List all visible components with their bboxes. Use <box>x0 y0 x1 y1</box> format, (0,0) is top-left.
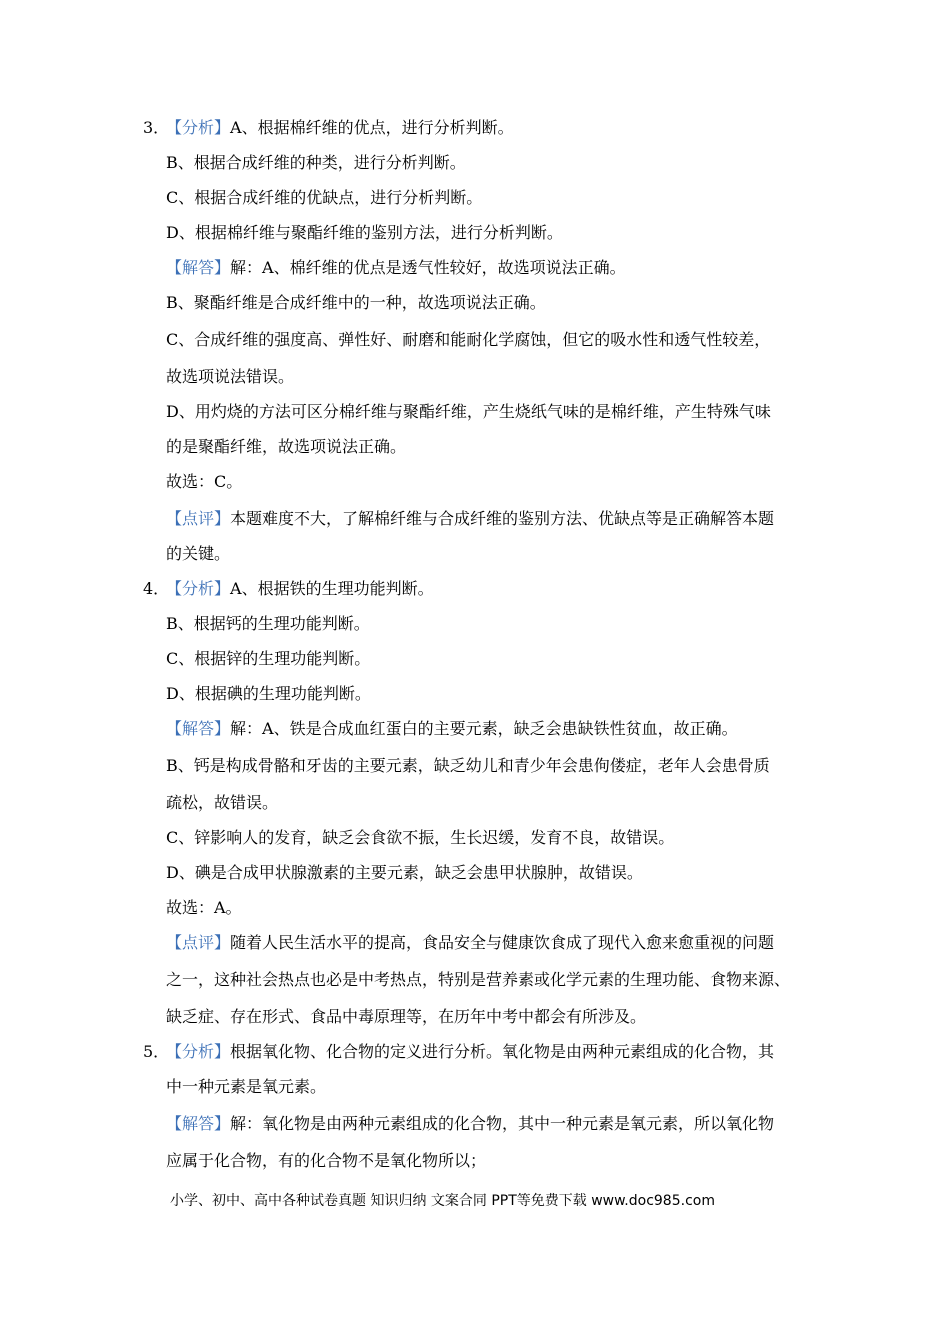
analysis-line: 【分析】A、根据棉纤维的优点，进行分析判断。 <box>166 118 514 137</box>
answer-tag: 【解答】 <box>166 258 231 277</box>
analysis-tag: 【分析】 <box>166 118 231 137</box>
answer-line: 故选项说法错误。 <box>166 367 295 386</box>
analysis-line: C、根据合成纤维的优缺点，进行分析判断。 <box>166 188 483 207</box>
item-number: 5． <box>143 1042 170 1061</box>
comment-line: 【点评】本题难度不大，了解棉纤维与合成纤维的鉴别方法、优缺点等是正确解答本题 <box>166 509 775 528</box>
analysis-line: B、根据合成纤维的种类，进行分析判断。 <box>166 153 466 172</box>
comment-line: 的关键。 <box>166 544 231 563</box>
answer-line: 的是聚酯纤维，故选项说法正确。 <box>166 437 407 456</box>
answer-line: 故选：C。 <box>166 472 243 491</box>
answer-line: D、用灼烧的方法可区分棉纤维与聚酯纤维，产生烧纸气味的是棉纤维，产生特殊气味 <box>166 402 771 421</box>
answer-line: 疏松，故错误。 <box>166 793 279 812</box>
answer-line: 故选：A。 <box>166 898 242 917</box>
answer-line: B、钙是构成骨骼和牙齿的主要元素，缺乏幼儿和青少年会患佝偻症，老年人会患骨质 <box>166 756 770 775</box>
answer-line: D、碘是合成甲状腺激素的主要元素，缺乏会患甲状腺肿，故错误。 <box>166 863 643 882</box>
analysis-tag: 【分析】 <box>166 579 231 598</box>
answer-line: C、合成纤维的强度高、弹性好、耐磨和能耐化学腐蚀，但它的吸水性和透气性较差， <box>166 330 771 349</box>
analysis-line: 中一种元素是氧元素。 <box>166 1077 327 1096</box>
comment-tag: 【点评】 <box>166 509 231 528</box>
comment-line: 之一，这种社会热点也必是中考热点，特别是营养素或化学元素的生理功能、食物来源、 <box>166 970 791 989</box>
analysis-line: 【分析】A、根据铁的生理功能判断。 <box>166 579 434 598</box>
comment-line: 【点评】随着人民生活水平的提高，食品安全与健康饮食成了现代入愈来愈重视的问题 <box>166 933 775 952</box>
answer-line: C、锌影响人的发育，缺乏会食欲不振，生长迟缓，发育不良，故错误。 <box>166 828 675 847</box>
answer-line: 【解答】解：氧化物是由两种元素组成的化合物，其中一种元素是氧元素，所以氧化物 <box>166 1114 775 1133</box>
answer-line: 【解答】解：A、铁是合成血红蛋白的主要元素，缺乏会患缺铁性贫血，故正确。 <box>166 719 738 738</box>
item-number: 4． <box>143 579 170 598</box>
analysis-line: D、根据碘的生理功能判断。 <box>166 684 371 703</box>
answer-line: B、聚酯纤维是合成纤维中的一种，故选项说法正确。 <box>166 293 546 312</box>
analysis-line: B、根据钙的生理功能判断。 <box>166 614 370 633</box>
analysis-tag: 【分析】 <box>166 1042 231 1061</box>
analysis-line: C、根据锌的生理功能判断。 <box>166 649 371 668</box>
answer-tag: 【解答】 <box>166 719 231 738</box>
page-footer: 小学、初中、高中各种试卷真题 知识归纳 文案合同 PPT等免费下载 www.doc985.com <box>170 1193 715 1209</box>
analysis-line: D、根据棉纤维与聚酯纤维的鉴别方法，进行分析判断。 <box>166 223 563 242</box>
answer-line: 【解答】解：A、棉纤维的优点是透气性较好，故选项说法正确。 <box>166 258 626 277</box>
analysis-line: 【分析】根据氧化物、化合物的定义进行分析。氧化物是由两种元素组成的化合物，其 <box>166 1042 775 1061</box>
comment-line: 缺乏症、存在形式、食品中毒原理等，在历年中考中都会有所涉及。 <box>166 1007 647 1026</box>
answer-line: 应属于化合物，有的化合物不是氧化物所以； <box>166 1151 487 1170</box>
item-number: 3． <box>143 118 170 137</box>
comment-tag: 【点评】 <box>166 933 231 952</box>
answer-tag: 【解答】 <box>166 1114 231 1133</box>
